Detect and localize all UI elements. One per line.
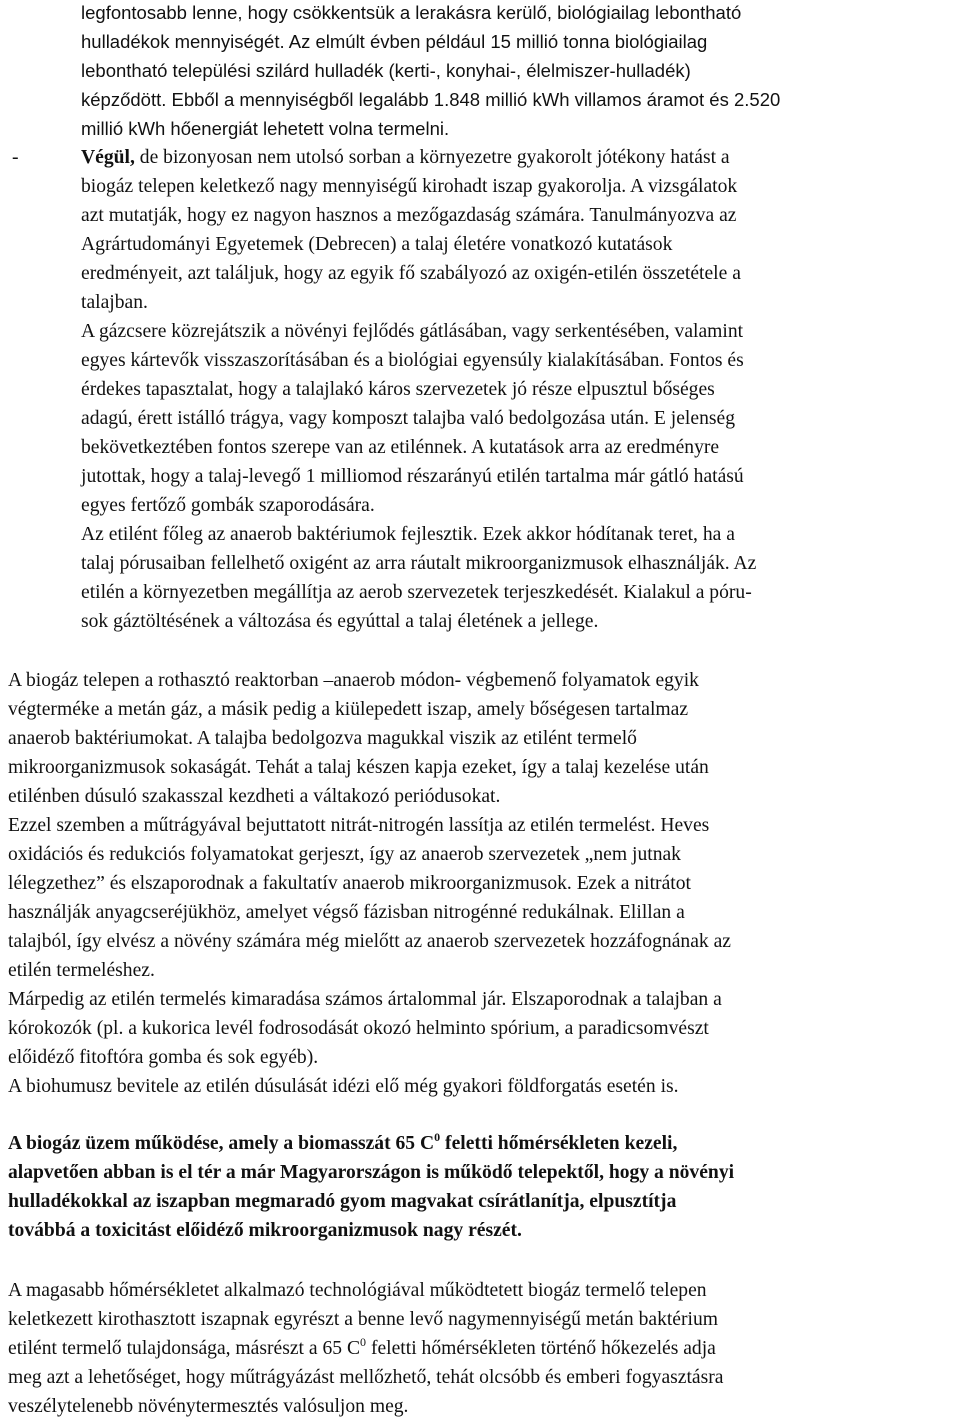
bullet-first-line xyxy=(81,143,951,172)
body-line: etilénben dúsuló szakasszal kezdheti a váltakozó periódusokat. xyxy=(8,786,501,807)
final-line: meg azt a lehetőséget, hogy műtrágyázást mellőzhető, tehát olcsóbb és emberi fogyasztásra xyxy=(8,1367,724,1388)
body-paragraphs xyxy=(8,666,953,1101)
final-line3-before: etilént termelő tulajdonsága, másrészt a 65 C xyxy=(8,1338,361,1359)
bullet-line: bekövetkeztében fontos szerepe van az etilénnek. A kutatások arra az eredményre xyxy=(81,437,720,458)
bullet-line: Agrártudományi Egyetemek (Debrecen) a talaj életére vonatkozó kutatások xyxy=(81,234,673,255)
body-line: etilén termeléshez. xyxy=(8,960,155,981)
body-line: kórokozók (pl. a kukorica levél fodrosodását okozó helminto spórium, a paradicsomvészt xyxy=(8,1018,709,1039)
final-paragraph xyxy=(8,1276,953,1421)
bold-first-line xyxy=(8,1129,953,1158)
bullet-line: talajban. xyxy=(81,292,148,313)
bullet-line: adagú, érett istálló trágya, vagy komposzt talajba való bedolgozása után. E jelenség xyxy=(81,408,735,429)
body-line: Márpedig az etilén termelés kimaradása számos ártalommal jár. Elszaporodnak a talajban a xyxy=(8,989,722,1010)
intro-line: legfontosabb lenne, hogy csökkentsük a lerakásra kerülő, biológiailag lebontható xyxy=(81,2,742,23)
bullet-line: biogáz telepen keletkező nagy mennyiségű kirohadt iszap gyakorolja. A vizsgálatok xyxy=(81,176,738,197)
bold-line1-after: feletti hőmérsékleten kezeli, xyxy=(440,1133,678,1154)
bold-paragraph xyxy=(8,1129,953,1245)
intro-line: hulladékok mennyiségét. Az elmúlt évben például 15 millió tonna biológiailag xyxy=(81,31,708,52)
bold-line1-before: A biogáz üzem működése, amely a biomasszát 65 C xyxy=(8,1133,435,1154)
intro-line: képződött. Ebből a mennyiségből legalább 1.848 millió kWh villamos áramot és 2.520 xyxy=(81,89,781,110)
body-line: végterméke a metán gáz, a másik pedig a kiülepedett iszap, amely bőségesen tartalmaz xyxy=(8,699,689,720)
final-line3-after: feletti hőmérsékleten történő hőkezelés adja xyxy=(366,1338,716,1359)
bold-line: továbbá a toxicitást előidéző mikroorganizmusok nagy részét. xyxy=(8,1220,522,1241)
body-line: mikroorganizmusok sokaságát. Tehát a talaj készen kapja ezeket, így a talaj kezelése után xyxy=(8,757,709,778)
bullet-line: Az etilént főleg az anaerob baktériumok fejlesztik. Ezek akkor hódítanak teret, ha a xyxy=(81,524,735,545)
intro-line: millió kWh hőenergiát lehetett volna termelni. xyxy=(81,118,450,139)
body-line: A biogáz telepen a rothasztó reaktorban –anaerob módon- végbemenő folyamatok egyik xyxy=(8,670,699,691)
bullet-line: azt mutatják, hogy ez nagyon hasznos a mezőgazdaság számára. Tanulmányozva az xyxy=(81,205,737,226)
body-line: használják anyagcseréjükhöz, amelyet végső fázisban nitrogénné redukálnak. Elillan a xyxy=(8,902,685,923)
bullet-line: egyes fertőző gombák szaporodására. xyxy=(81,495,375,516)
bullet-line: sok gáztöltésének a változása és egyúttal a talaj életének a jellege. xyxy=(81,611,599,632)
body-line: anaerob baktériumokat. A talajba bedolgozva magukkal viszik az etilént termelő xyxy=(8,728,637,749)
bullet-dash: - xyxy=(12,147,19,168)
final-line-with-superscript xyxy=(8,1334,953,1363)
body-line: oxidációs és redukciós folyamatokat gerjeszt, így az anaerob szervezetek „nem jutnak xyxy=(8,844,681,865)
body-line: Ezzel szemben a műtrágyával bejuttatott nitrát-nitrogén lassítja az etilén termelést. Heves xyxy=(8,815,710,836)
bullet-line: eredményeit, azt találjuk, hogy az egyik fő szabályozó az oxigén-etilén összetétele a xyxy=(81,263,741,284)
final-line: veszélytelenebb növénytermesztés valósuljon meg. xyxy=(8,1396,409,1417)
body-line: A biohumusz bevitele az etilén dúsulását idézi elő még gyakori földforgatás esetén is. xyxy=(8,1076,679,1097)
bullet-first-line-text: de bizonyosan nem utolsó sorban a környezetre gyakorolt jótékony hatást a xyxy=(134,147,730,168)
bullet-line: jutottak, hogy a talaj-levegő 1 milliomod részarányú etilén tartalma már gátló hatású xyxy=(81,466,744,487)
bold-line: alapvetően abban is el tér a már Magyarországon is működő telepektől, hogy a növényi xyxy=(8,1162,735,1183)
bullet-lead: Végül, xyxy=(81,147,135,168)
final-line: keletkezett kirothasztott iszapnak egyrészt a benne levő nagymennyiségű metán baktérium xyxy=(8,1309,719,1330)
bullet-line: talaj pórusaiban fellelhető oxigént az arra ráutalt mikroorganizmusok elhasználják. Az xyxy=(81,553,757,574)
bullet-line: etilén a környezetben megállítja az aerob szervezetek terjeszkedését. Kialakul a póru- xyxy=(81,582,752,603)
intro-paragraph xyxy=(81,0,951,143)
body-line: előidéző fitoftóra gomba és sok egyéb). xyxy=(8,1047,319,1068)
bullet-paragraph xyxy=(81,143,951,636)
degree-superscript: 0 xyxy=(360,1335,367,1349)
intro-line: lebontható települési szilárd hulladék (kerti-, konyhai-, élelmiszer-hulladék) xyxy=(81,60,691,81)
bullet-line: A gázcsere közrejátszik a növényi fejlődés gátlásában, vagy serkentésében, valamint xyxy=(81,321,744,342)
final-line: A magasabb hőmérsékletet alkalmazó technológiával működtetett biogáz termelő telepen xyxy=(8,1280,707,1301)
degree-superscript: 0 xyxy=(434,1130,441,1144)
body-line: lélegzethez” és elszaporodnak a fakultatív anaerob mikroorganizmusok. Ezek a nitrátot xyxy=(8,873,691,894)
bold-line: hulladékokkal az iszapban megmaradó gyom magvakat csírátlanítja, elpusztítja xyxy=(8,1191,677,1212)
body-line: talajból, így elvész a növény számára még mielőtt az anaerob szervezetek hozzáfognának az xyxy=(8,931,731,952)
bullet-line: egyes kártevők visszaszorításában és a biológiai egyensúly kialakításában. Fontos és xyxy=(81,350,744,371)
bullet-line: érdekes tapasztalat, hogy a talajlakó káros szervezetek jó része elpusztul bőséges xyxy=(81,379,715,400)
